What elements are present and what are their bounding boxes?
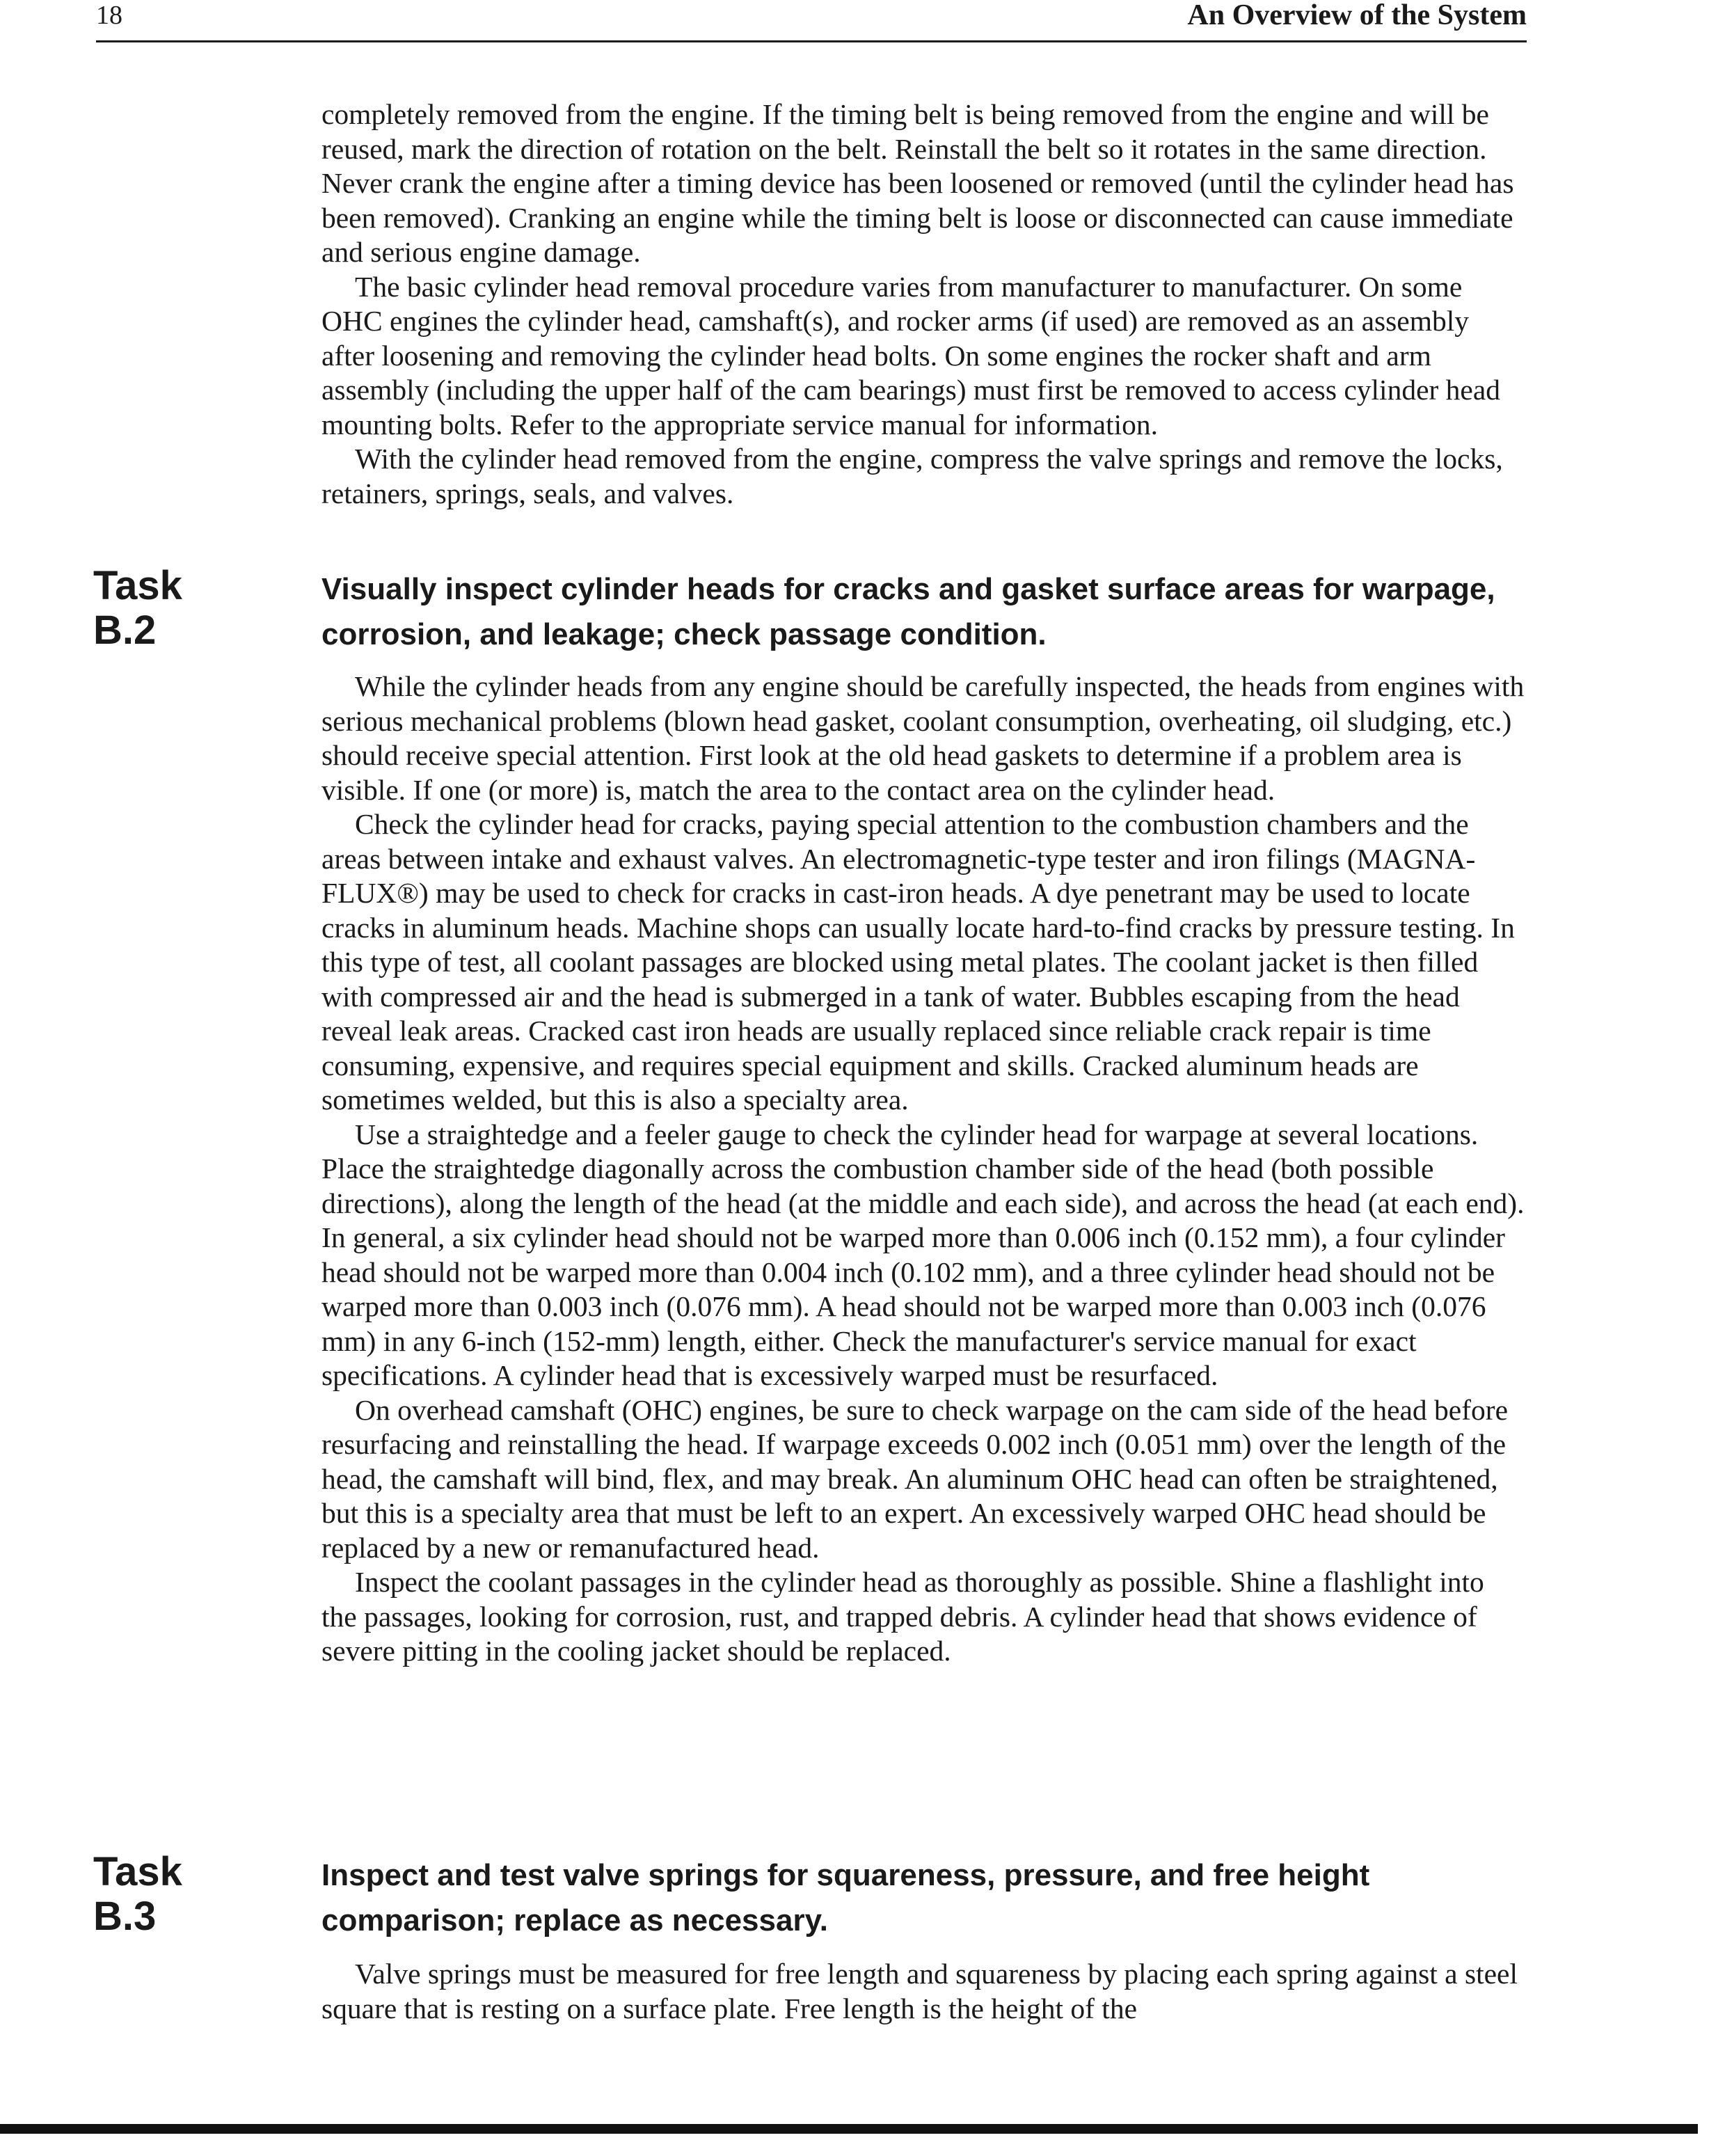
paragraph: The basic cylinder head removal procedure varies from manufacturer to manufacturer. On some OHC engines the cylinder head, camshaft(s), and rocker arms (if used) are removed as an assembly after loosening and removing the cylinder head bolts. On some engines the rocker shaft and arm assembly (including the upper half of the cam bearings) must first be removed to access cylinder head mounting bolts. Refer to the appropriate service manual for information. bbox=[321, 270, 1501, 441]
task-label-number: B.2 bbox=[93, 608, 157, 653]
paragraph: Use a straightedge and a feeler gauge to check the cylinder head for warpage at several locations. Place the straightedge diagonally across the combustion chamber side of the head (both possible directions), along the length of the head (at the middle and each side), and across the head (at each end). In general, a six cylinder head should not be warped more than 0.006 inch (0.152 mm), a four cylinder head should not be warped more than 0.004 inch (0.102 mm), and a three cylinder head should not be warped more than 0.003 inch (0.076 mm). A head should not be warped more than 0.003 inch (0.076 mm) in any 6-inch (152-mm) length, either. Check the manufacturer's service manual for exact specifications. A cylinder head that is excessively warped must be resurfaced. bbox=[321, 1118, 1525, 1391]
header-rule bbox=[96, 40, 1527, 42]
page-number: 18 bbox=[96, 1, 122, 30]
paragraph: Inspect the coolant passages in the cylinder head as thoroughly as possible. Shine a flashlight into the passages, looking for corrosion, rust, and trapped debris. A cylinder head that shows evidence of severe pitting in the cooling jacket should be replaced. bbox=[321, 1566, 1484, 1667]
task-b2-label bbox=[93, 564, 232, 653]
running-head: An Overview of the System bbox=[1187, 0, 1527, 31]
paragraph: Check the cylinder head for cracks, paying special attention to the combustion chambers and the areas between intake and exhaust valves. An electromagnetic-type tester and iron filings (MAGNA-FLUX®) may be used to check for cracks in cast-iron heads. A dye penetrant may be used to locate cracks in aluminum heads. Machine shops can usually locate hard-to-find cracks by pressure testing. In this type of test, all coolant passages are blocked using metal plates. The coolant jacket is then filled with compressed air and the head is submerged in a tank of water. Bubbles escaping from the head reveal leak areas. Cracked cast iron heads are usually replaced since reliable crack repair is time consuming, expensive, and requires special equipment and skills. Cracked aluminum heads are sometimes welded, but this is also a specialty area. bbox=[321, 808, 1515, 1116]
page-header bbox=[96, 0, 1527, 40]
footer-rule bbox=[0, 2124, 1698, 2134]
task-b3-label bbox=[93, 1850, 232, 1939]
task-b2-heading: Visually inspect cylinder heads for cracks and gasket surface areas for warpage, corrosion, and leakage; check passage condition. bbox=[321, 572, 1495, 651]
paragraph: While the cylinder heads from any engine should be carefully inspected, the heads from engines with serious mechanical problems (blown head gasket, coolant consumption, overheating, oil sludging, etc.) should receive special attention. First look at the old head gaskets to determine if a problem area is visible. If one (or more) is, match the area to the contact area on the cylinder head. bbox=[321, 670, 1525, 806]
task-label-word: Task bbox=[93, 1849, 182, 1894]
continuation-section bbox=[321, 97, 1525, 511]
paragraph: completely removed from the engine. If the timing belt is being removed from the engine and will be reused, mark the direction of rotation on the belt. Reinstall the belt so it rotates in the same direction. Never crank the engine after a timing device has been loosened or removed (until the cylinder head has been removed). Cranking an engine while the timing belt is loose or disconnected can cause immediate and serious engine damage. bbox=[321, 98, 1514, 268]
task-label-word: Task bbox=[93, 563, 182, 608]
task-label-number: B.3 bbox=[93, 1894, 157, 1939]
paragraph: On overhead camshaft (OHC) engines, be sure to check warpage on the cam side of the head before resurfacing and reinstalling the head. If warpage exceeds 0.002 inch (0.051 mm) over the length of the head, the camshaft will bind, flex, and may break. An aluminum OHC head can often be straightened, but this is a specialty area that must be left to an expert. An excessively warped OHC head should be replaced by a new or remanufactured head. bbox=[321, 1393, 1509, 1564]
task-b3-body bbox=[321, 1957, 1525, 2026]
task-b3-heading: Inspect and test valve springs for squareness, pressure, and free height comparison; replace as necessary. bbox=[321, 1858, 1370, 1937]
paragraph: With the cylinder head removed from the engine, compress the valve springs and remove the locks, retainers, springs, seals, and valves. bbox=[321, 443, 1503, 509]
task-b2-body bbox=[321, 669, 1525, 1669]
paragraph: Valve springs must be measured for free length and squareness by placing each spring against a steel square that is resting on a surface plate. Free length is the height of the bbox=[321, 1958, 1518, 2024]
